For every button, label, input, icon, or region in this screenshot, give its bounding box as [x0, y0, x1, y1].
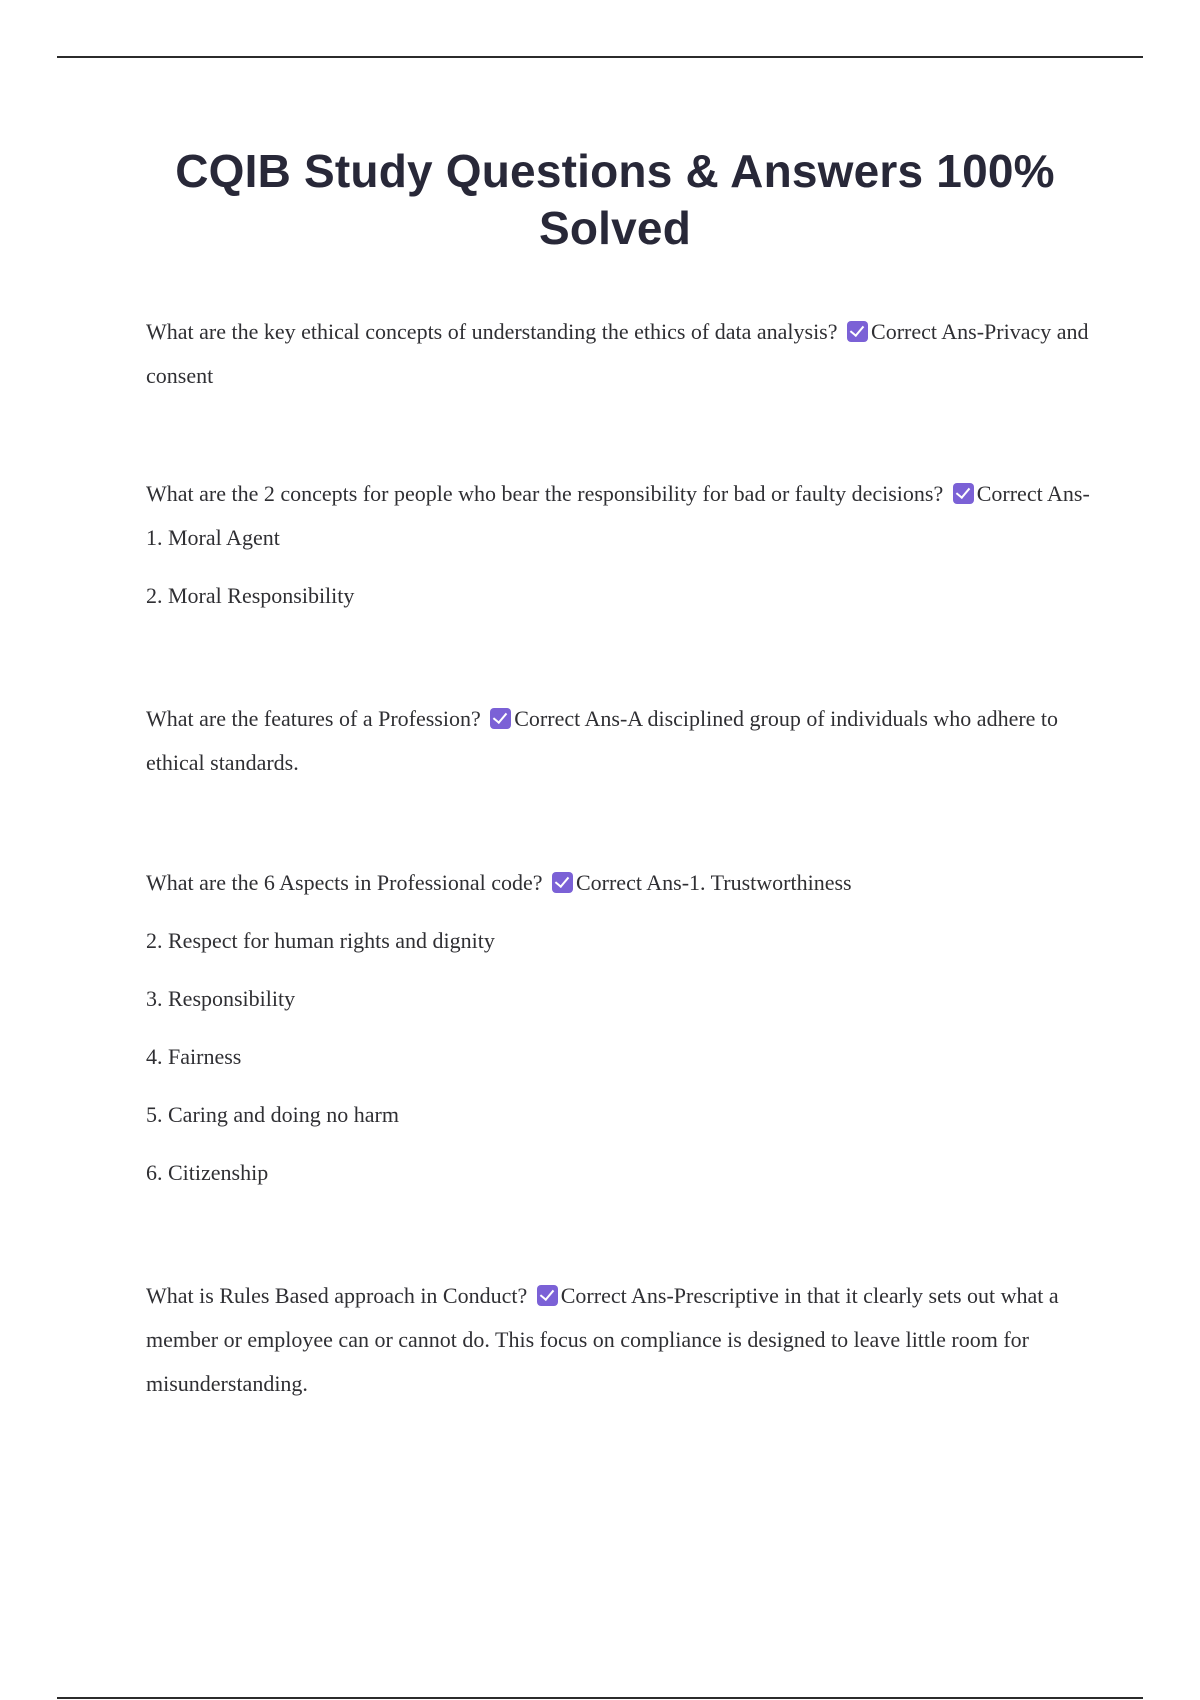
qa-block-5 — [146, 1274, 1096, 1406]
question-text: What are the key ethical concepts of understanding the ethics of data analysis? — [146, 319, 838, 344]
qa-text — [146, 697, 1096, 785]
checkbox-checked-icon — [490, 708, 511, 729]
bottom-divider — [57, 1697, 1143, 1699]
list-item: 5. Caring and doing no harm — [146, 1102, 399, 1127]
checkbox-checked-icon — [953, 483, 974, 504]
document-title: CQIB Study Questions & Answers 100% Solved — [175, 145, 1055, 254]
answer-text: Correct Ans-1. Moral Agent — [146, 481, 1090, 550]
question-text: What are the features of a Profession? — [146, 706, 481, 731]
qa-block-2 — [146, 472, 1096, 618]
checkbox-checked-icon — [847, 321, 868, 342]
list-item: 2. Respect for human rights and dignity — [146, 928, 495, 953]
qa-text — [146, 472, 1096, 560]
qa-text — [146, 310, 1096, 398]
answer-text: Correct Ans-1. Trustworthiness — [575, 870, 852, 895]
answer-text: Correct Ans-Privacy and consent — [146, 319, 1089, 388]
list-item: 2. Moral Responsibility — [146, 583, 355, 608]
question-text: What is Rules Based approach in Conduct? — [146, 1283, 528, 1308]
answer-text: Correct Ans-Prescriptive in that it clearly sets out what a member or employee can or cannot do. This focus on compliance is designed to leave little room for misunderstanding. — [146, 1283, 1059, 1396]
question-text: What are the 2 concepts for people who bear the responsibility for bad or faulty decisions? — [146, 481, 944, 506]
checkbox-checked-icon — [552, 872, 573, 893]
qa-block-3 — [146, 697, 1096, 785]
qa-text — [146, 1274, 1096, 1406]
top-divider — [57, 56, 1143, 58]
qa-text — [146, 861, 1096, 905]
list-item: 4. Fairness — [146, 1044, 242, 1069]
answer-text: Correct Ans-A disciplined group of individuals who adhere to ethical standards. — [146, 706, 1059, 775]
list-item: 3. Responsibility — [146, 986, 296, 1011]
question-text: What are the 6 Aspects in Professional code? — [146, 870, 543, 895]
qa-block-4 — [146, 861, 1096, 1195]
qa-block-1 — [146, 310, 1096, 398]
list-item: 6. Citizenship — [146, 1160, 269, 1185]
checkbox-checked-icon — [537, 1285, 558, 1306]
